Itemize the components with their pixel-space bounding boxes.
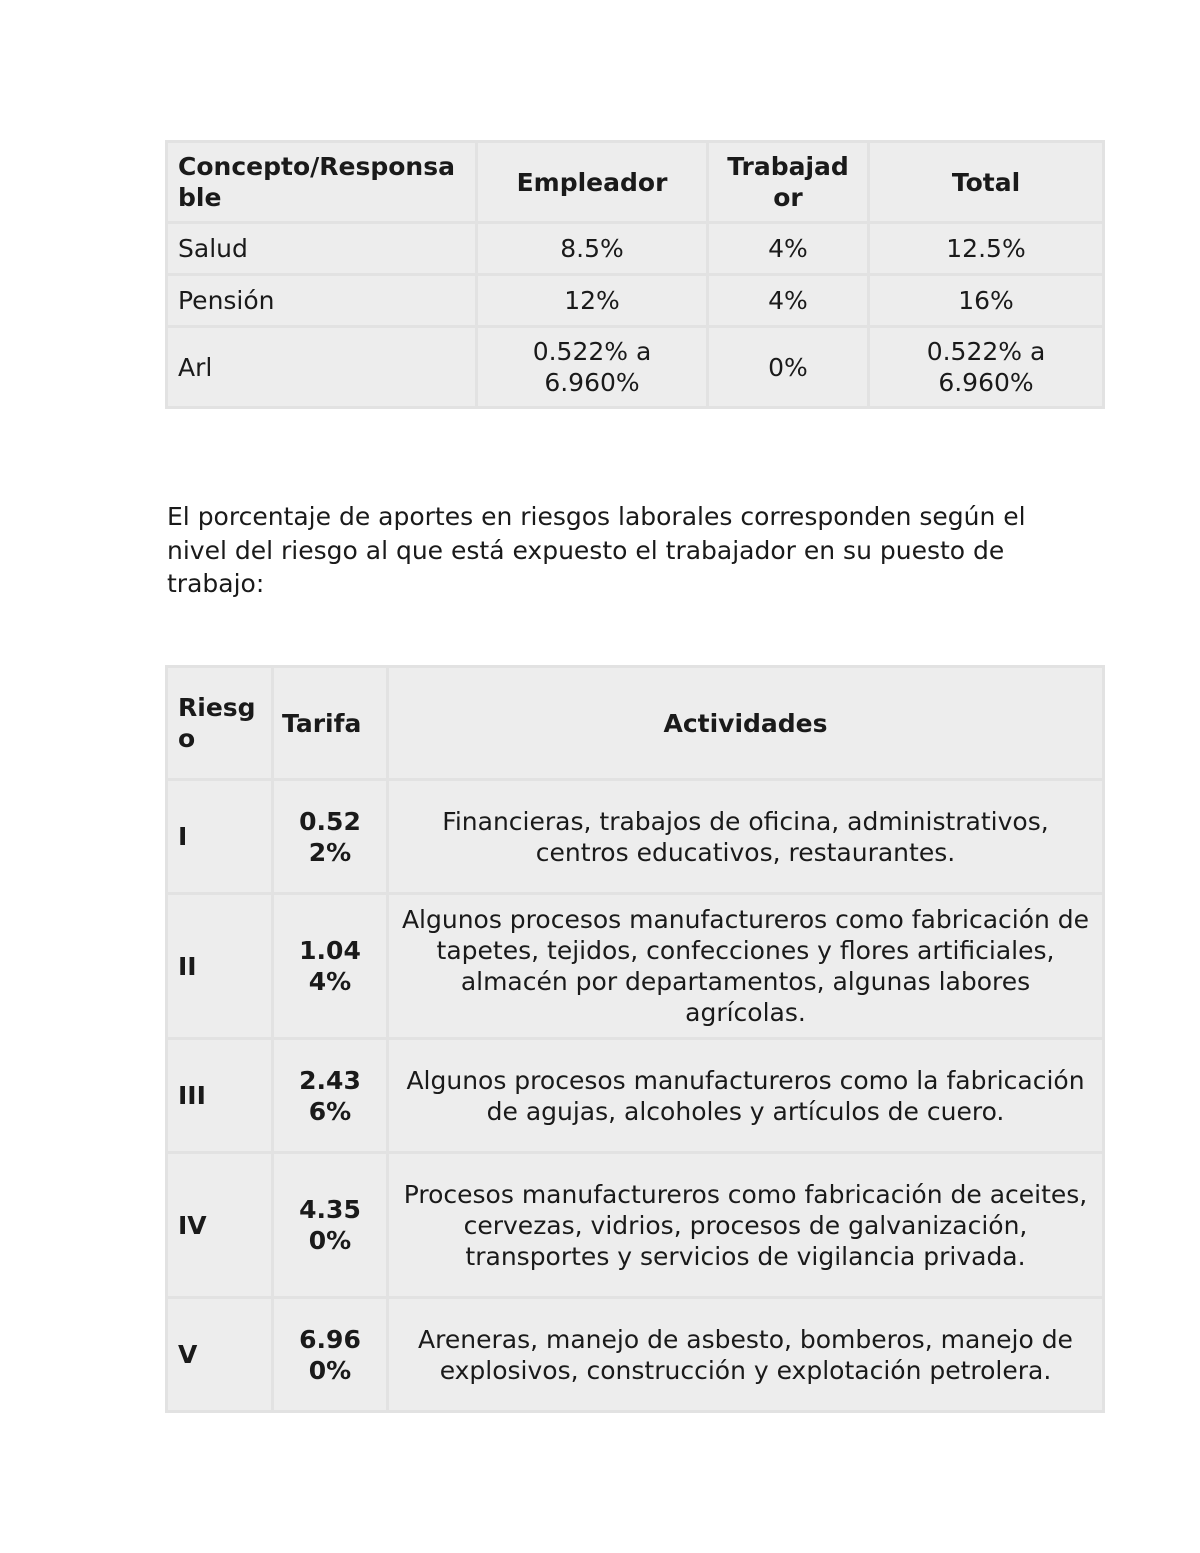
table-row bbox=[167, 894, 1104, 1039]
header-concept: Concepto/Responsable bbox=[167, 142, 477, 223]
header-activities: Actividades bbox=[388, 667, 1104, 780]
header-total: Total bbox=[869, 142, 1104, 223]
row-employer: 0.522% a 6.960% bbox=[477, 327, 708, 408]
table-row bbox=[167, 275, 1104, 327]
contributions-table bbox=[165, 140, 1105, 409]
table-row bbox=[167, 327, 1104, 408]
risk-activities: Areneras, manejo de asbesto, bomberos, manejo de explosivos, construcción y explotación petrolera. bbox=[388, 1298, 1104, 1412]
table-row bbox=[167, 780, 1104, 894]
table-row bbox=[167, 223, 1104, 275]
table-row bbox=[167, 1039, 1104, 1153]
table-row bbox=[167, 1298, 1104, 1412]
row-employer: 8.5% bbox=[477, 223, 708, 275]
risk-activities: Algunos procesos manufactureros como la fabricación de agujas, alcoholes y artículos de cuero. bbox=[388, 1039, 1104, 1153]
row-total: 0.522% a 6.960% bbox=[869, 327, 1104, 408]
header-employer: Empleador bbox=[477, 142, 708, 223]
risk-rate: 6.960% bbox=[273, 1298, 388, 1412]
header-worker: Trabajador bbox=[708, 142, 869, 223]
row-worker: 0% bbox=[708, 327, 869, 408]
row-employer: 12% bbox=[477, 275, 708, 327]
risk-activities: Financieras, trabajos de oficina, administrativos, centros educativos, restaurantes. bbox=[388, 780, 1104, 894]
risk-level: II bbox=[167, 894, 273, 1039]
header-rate: Tarifa bbox=[273, 667, 388, 780]
header-risk: Riesgo bbox=[167, 667, 273, 780]
row-worker: 4% bbox=[708, 275, 869, 327]
risk-rate: 1.044% bbox=[273, 894, 388, 1039]
risk-rate: 0.522% bbox=[273, 780, 388, 894]
row-concept: Pensión bbox=[167, 275, 477, 327]
table-header-row bbox=[167, 667, 1104, 780]
table-row bbox=[167, 1153, 1104, 1298]
row-concept: Arl bbox=[167, 327, 477, 408]
risk-level: IV bbox=[167, 1153, 273, 1298]
risk-level: I bbox=[167, 780, 273, 894]
row-total: 12.5% bbox=[869, 223, 1104, 275]
risk-level: V bbox=[167, 1298, 273, 1412]
risk-table bbox=[165, 665, 1105, 1413]
risk-rate: 4.350% bbox=[273, 1153, 388, 1298]
row-worker: 4% bbox=[708, 223, 869, 275]
intro-paragraph: El porcentaje de aportes en riesgos laborales corresponden según el nivel del riesgo al que está expuesto el trabajador en su puesto de trabajo: bbox=[167, 502, 1026, 598]
row-concept: Salud bbox=[167, 223, 477, 275]
risk-level: III bbox=[167, 1039, 273, 1153]
risk-activities: Procesos manufactureros como fabricación de aceites, cervezas, vidrios, procesos de galvanización, transportes y servicios de vigilancia privada. bbox=[388, 1153, 1104, 1298]
risk-activities: Algunos procesos manufactureros como fabricación de tapetes, tejidos, confecciones y flores artificiales, almacén por departamentos, algunas labores agrícolas. bbox=[388, 894, 1104, 1039]
row-total: 16% bbox=[869, 275, 1104, 327]
table-header-row bbox=[167, 142, 1104, 223]
risk-rate: 2.436% bbox=[273, 1039, 388, 1153]
